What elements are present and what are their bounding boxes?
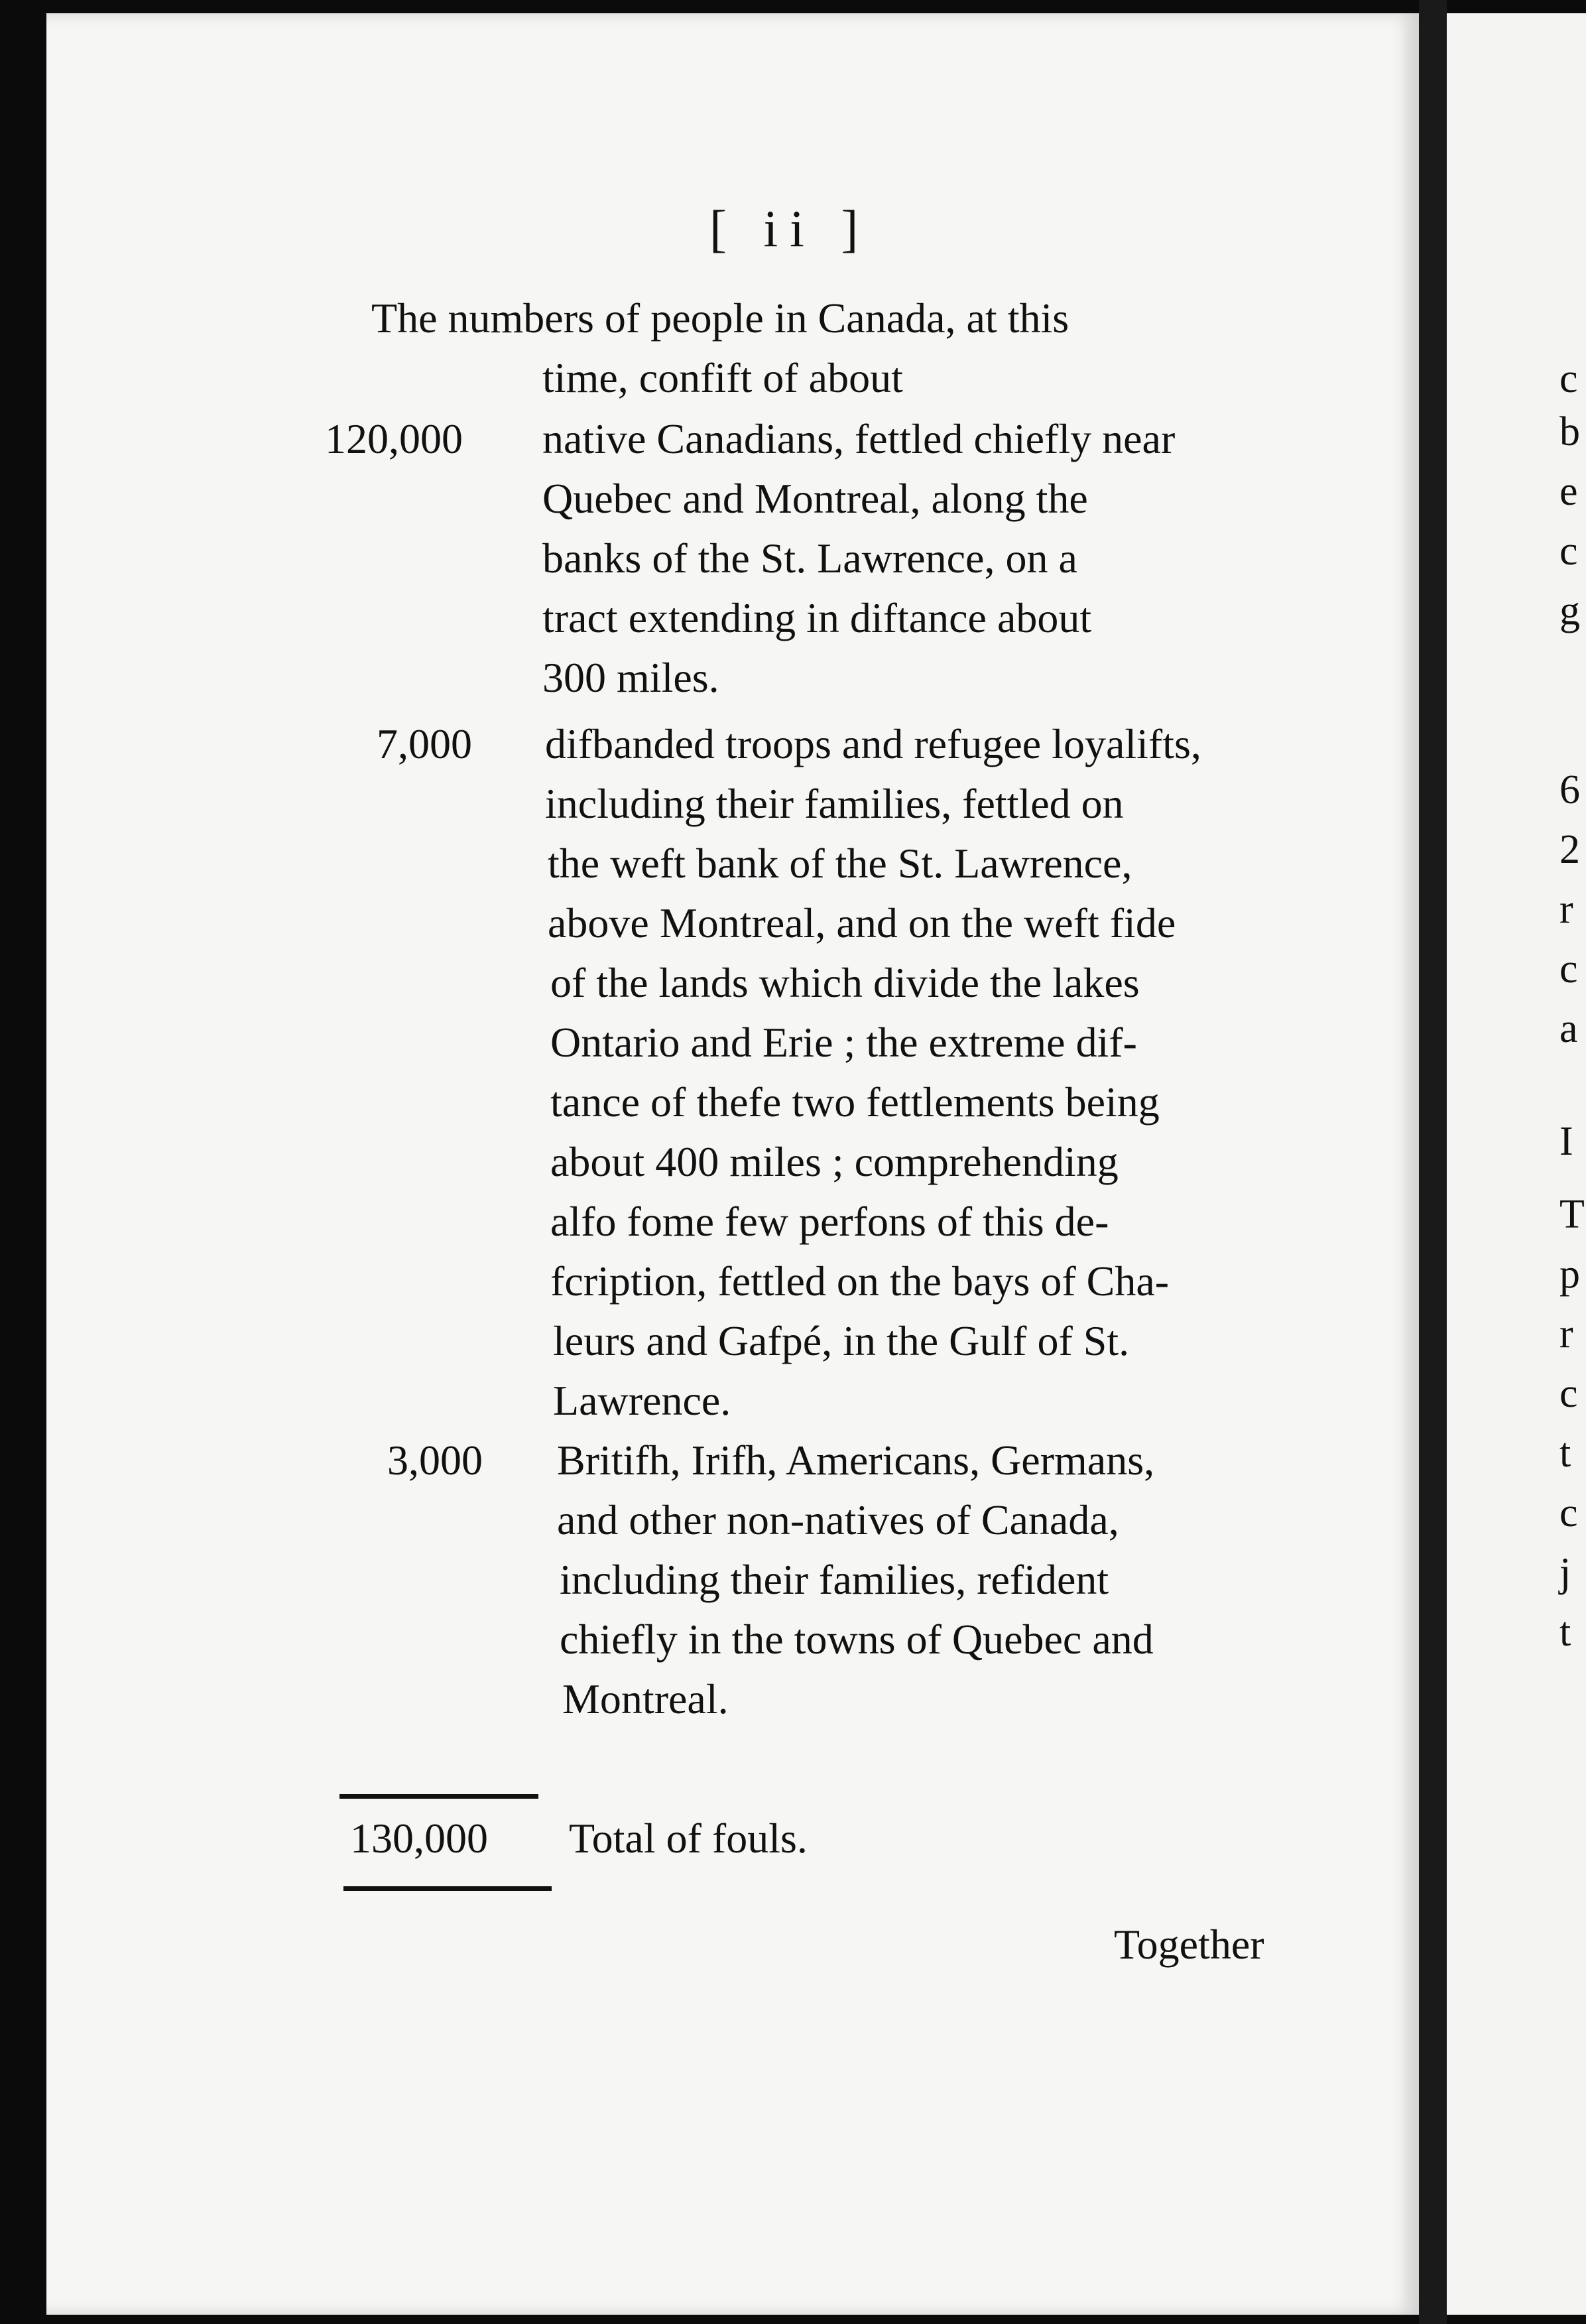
entry-line: native Canadians, fettled chiefly near: [542, 415, 1176, 462]
facing-page-letter: c: [1559, 1371, 1578, 1416]
entry-line: the weft bank of the St. Lawrence,: [548, 840, 1132, 887]
entry-count: 7,000: [377, 720, 472, 767]
entry-count: 120,000: [325, 415, 463, 462]
total-label: Total of fouls.: [569, 1815, 808, 1862]
entry-line: tract extending in diftance about: [542, 594, 1092, 641]
entry-line: Montreal.: [562, 1675, 729, 1722]
entry-line: above Montreal, and on the weft fide: [548, 899, 1176, 946]
facing-page-letter: c: [1559, 946, 1578, 992]
facing-page-letter: 2: [1559, 827, 1580, 872]
entry-line: Lawrence.: [553, 1377, 731, 1424]
catchword: Together: [1114, 1921, 1264, 1968]
entry-line: difbanded troops and refugee loyalifts,: [545, 720, 1201, 767]
entry-line: and other non-natives of Canada,: [557, 1496, 1119, 1543]
facing-page-letter: I: [1559, 1119, 1573, 1164]
entry-line: including their families, refident: [560, 1556, 1109, 1603]
facing-page-letter: a: [1559, 1006, 1578, 1051]
entry-line: of the lands which divide the lakes: [550, 959, 1140, 1006]
book-gutter: [1419, 0, 1447, 2324]
intro-line: time, confift of about: [542, 354, 903, 401]
entry-line: fcription, fettled on the bays of Cha-: [550, 1258, 1170, 1305]
facing-page-letter: c: [1559, 356, 1578, 401]
facing-page-letter: T: [1559, 1192, 1585, 1237]
total-count: 130,000: [350, 1815, 488, 1862]
facing-page-letter: e: [1559, 469, 1578, 514]
facing-page-letter: r: [1559, 887, 1573, 932]
intro-line: The numbers of people in Canada, at this: [371, 294, 1069, 342]
facing-page-letter: p: [1559, 1252, 1580, 1297]
facing-page-letter: t: [1559, 1431, 1571, 1476]
entry-line: about 400 miles ; comprehending: [550, 1138, 1119, 1185]
entry-line: Britifh, Irifh, Americans, Germans,: [557, 1437, 1155, 1484]
facing-page-letter: c: [1559, 1490, 1578, 1535]
entry-line: leurs and Gafpé, in the Gulf of St.: [553, 1317, 1130, 1364]
entry-line: Ontario and Erie ; the extreme dif-: [550, 1019, 1137, 1066]
entry-line: banks of the St. Lawrence, on a: [542, 535, 1077, 582]
entry-line: tance of thefe two fettlements being: [550, 1078, 1160, 1126]
entry-line: including their families, fettled on: [545, 780, 1124, 827]
entry-line: alfo fome few perfons of this de-: [550, 1198, 1109, 1245]
page-header: [ ii ]: [709, 200, 871, 257]
facing-page-letter: j: [1559, 1550, 1571, 1595]
facing-page-letter: c: [1559, 529, 1578, 574]
entry-line: 300 miles.: [542, 654, 719, 701]
facing-page-letter: g: [1559, 588, 1580, 633]
facing-page-letter: b: [1559, 409, 1580, 454]
entry-count: 3,000: [387, 1437, 483, 1484]
facing-page-letter: 6: [1559, 767, 1580, 812]
sum-rule-bottom: [343, 1886, 552, 1891]
facing-page-letter: r: [1559, 1311, 1573, 1356]
entry-line: Quebec and Montreal, along the: [542, 475, 1088, 522]
facing-page-letter: t: [1559, 1610, 1571, 1655]
sum-rule-top: [339, 1794, 538, 1799]
entry-line: chiefly in the towns of Quebec and: [560, 1616, 1154, 1663]
